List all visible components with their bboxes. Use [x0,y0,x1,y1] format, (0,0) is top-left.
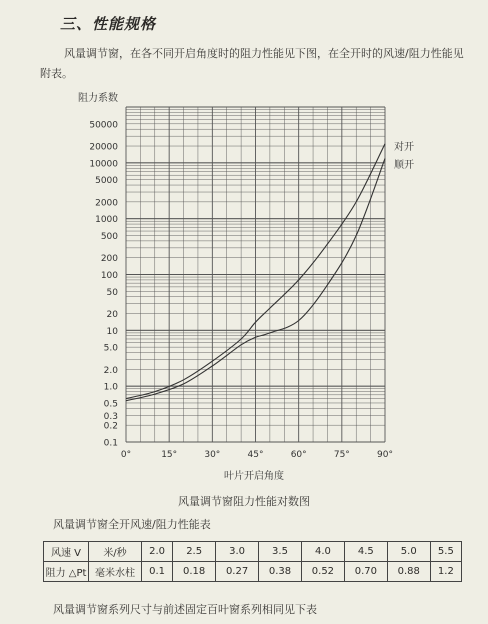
chart-caption: 风量调节窗阻力性能对数图 [178,495,310,508]
y-tick-label: 1000 [95,215,118,226]
x-tick-label: 0° [120,450,132,460]
y-tick-label: 0.3 [103,411,118,422]
row-head: 阻力 △Pt [44,562,89,582]
y-tick-label: 10 [106,326,118,337]
y-tick-label: 10000 [89,159,118,170]
y-tick-label: 200 [100,254,118,265]
table-cell: 2.0 [142,542,173,562]
y-tick-label: 20 [106,310,118,321]
x-tick-label: 15° [161,450,178,460]
table-cell: 2.5 [173,542,216,562]
table-row-velocity [44,542,462,562]
x-tick-label: 45° [247,450,264,460]
table-row-resistance [44,562,462,582]
x-tick-label: 90° [377,450,393,460]
x-axis-label: 叶片开启角度 [224,471,284,482]
table-cell: 3.0 [216,542,259,562]
table-cell: 0.18 [173,562,216,582]
series-label-duikai: 对开 [394,142,414,153]
x-tick-label: 75° [333,450,350,460]
table-cell: 0.70 [344,562,387,582]
row-unit: 米/秒 [89,542,142,562]
table-cell: 0.88 [387,562,430,582]
performance-table [43,541,462,582]
table-cell: 0.38 [259,562,302,582]
row-unit: 毫米水柱 [89,562,142,582]
y-tick-label: 5000 [95,176,118,187]
table-cell: 5.0 [387,542,430,562]
y-tick-label: 5.0 [103,343,118,354]
chart-grid [126,107,385,442]
table-cell: 5.5 [430,542,461,562]
series-label-shunkai: 顺开 [394,160,414,171]
y-tick-label: 0.2 [103,421,118,432]
y-tick-label: 100 [100,271,118,281]
y-tick-label: 0.5 [103,399,118,410]
intro-paragraph: 风量调节窗，在各不同开启角度时的阻力性能见下图，在全开时的风速/阻力性能见附表。 [40,47,464,80]
table-cell: 0.27 [216,562,259,582]
y-axis-label: 阻力系数 [78,93,118,104]
y-tick-label: 1.0 [103,382,118,393]
table-cell: 0.52 [301,562,344,582]
table-cell: 4.0 [301,542,344,562]
x-tick-label: 60° [290,450,307,460]
y-tick-label: 50000 [89,120,118,131]
y-tick-label: 500 [100,231,118,242]
table-cell: 4.5 [344,542,387,562]
section-title: 三、性能规格 [60,15,157,33]
y-tick-label: 2000 [95,198,118,209]
table-cell: 1.2 [430,562,461,582]
y-tick-label: 2.0 [103,365,118,376]
y-tick-label: 0.1 [103,438,118,449]
table-cell: 0.1 [142,562,173,582]
footer-note: 风量调节窗系列尺寸与前述固定百叶窗系列相同见下表 [53,603,317,616]
row-head: 风速 V [44,542,89,562]
y-tick-label: 50 [106,287,118,298]
table-cell: 3.5 [259,542,302,562]
x-tick-label: 30° [204,450,221,460]
table-caption: 风量调节窗全开风速/阻力性能表 [53,518,211,531]
y-tick-label: 20000 [89,142,118,153]
